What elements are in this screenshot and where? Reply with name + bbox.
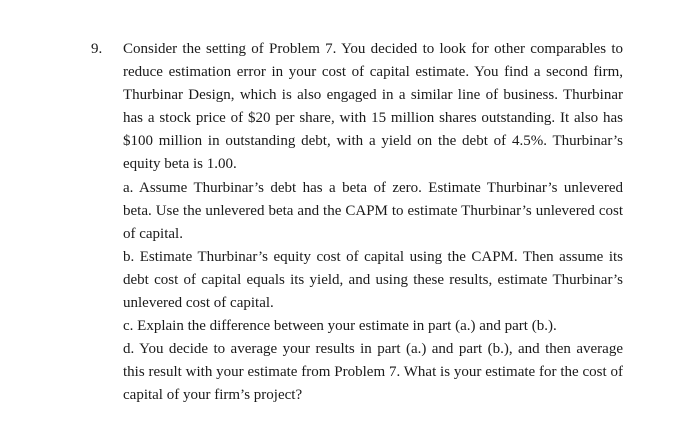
part-b: b. Estimate Thurbinar’s equity cost of capital using the CAPM. Then assume its debt cost of capital equals its yield, and using these results, estimate Thurbinar’s unlevered cost of capital.: [123, 248, 623, 312]
part-a: a. Assume Thurbinar’s debt has a beta of zero. Estimate Thurbinar’s unlevered beta. Use the unlevered beta and the CAPM to estimate Thurbinar’s unlevered cost of capital.: [123, 179, 623, 242]
problem-intro: Consider the setting of Problem 7. You decided to look for other comparables to reduce estimation error in your cost of capital estimate. You find a second firm, Thurbinar Design, which is also engaged in a similar line of business. Thurbinar has a stock price of $20 per share, with 15 million shares outstanding. It also has $100 million in outstanding debt, with a yield on the debt of 4.5%. Thurbinar’s equity beta is 1.00.: [123, 41, 623, 173]
problem-number: 9.: [91, 41, 103, 57]
problem-body: [123, 38, 623, 408]
part-c: c. Explain the difference between your estimate in part (a.) and part (b.).: [123, 318, 557, 335]
part-d: d. You decide to average your results in part (a.) and part (b.), and then average this result with your estimate from Problem 7. What is your estimate for the cost of capital of your firm’s project?: [123, 341, 623, 404]
